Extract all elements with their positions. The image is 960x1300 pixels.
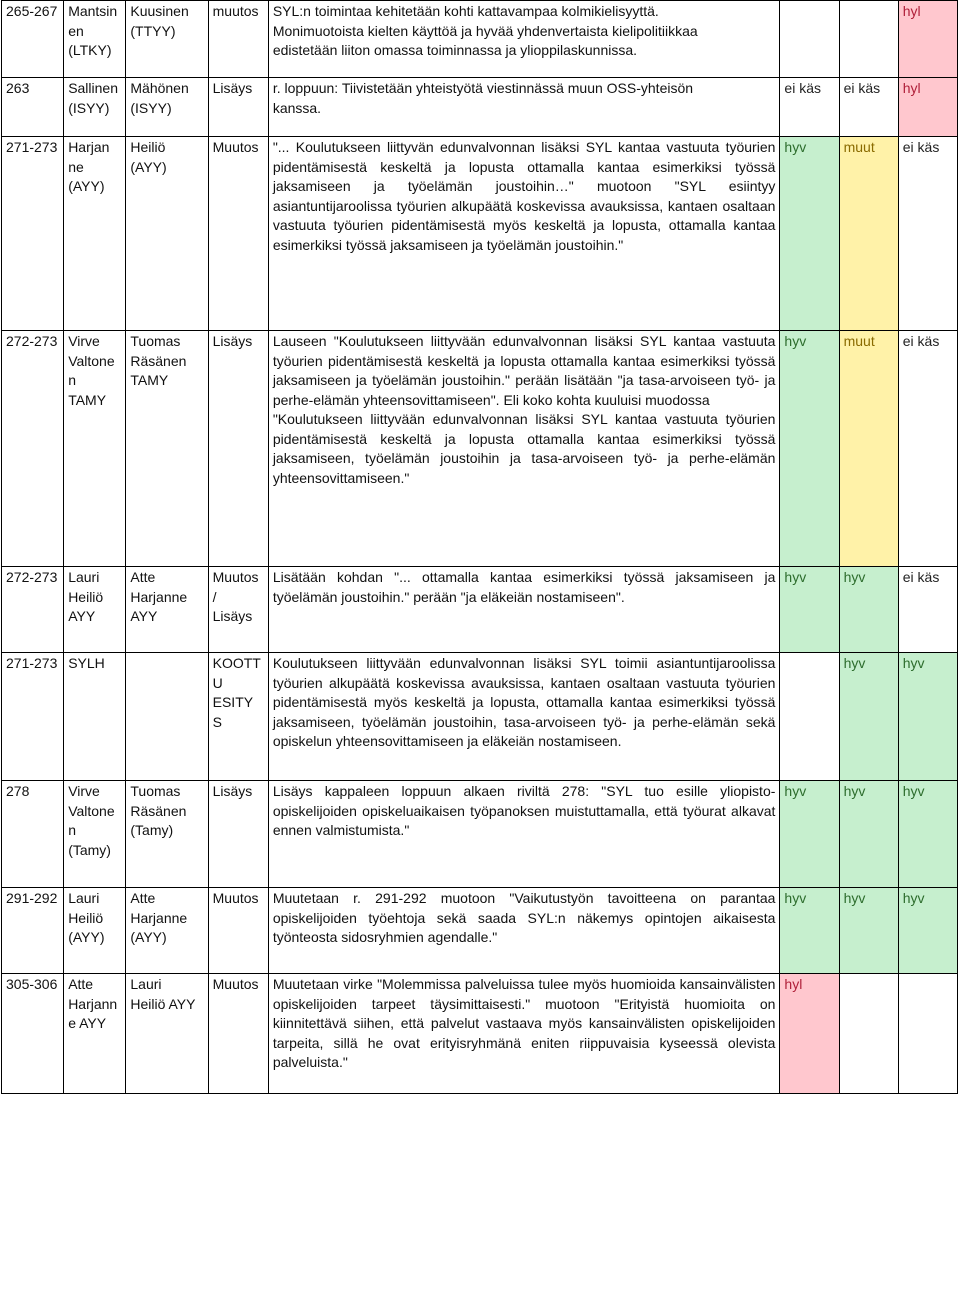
amendment-text-text: "... Koulutukseen liittyvän edunvalvonnan lisäksi SYL kantaa vastuuta työurien pidentämisestä keskeltä ja lopusta ottamalla kantaa esimerkiksi työssä jaksamiseen ja työelämän joustoihin…" muotoon "SYL esiintyy asiantuntijaroolissa työurien alkupäätä koskevissa avauksissa, kantaen osaltaan vastuuta työurien pidentämisestä myös keskeltä ja lopusta, ottamalla kantaa esimerkiksi työssä jaksamiseen ja työelämän joustoihin." [272, 139, 776, 253]
amendment-type-cell [208, 567, 268, 653]
vote-cell [780, 888, 839, 974]
vote-label: hyv [784, 783, 807, 799]
vote-cell [839, 653, 898, 781]
amendments-body [2, 1, 958, 1094]
vote-label: hyv [843, 569, 866, 585]
amendment-type-cell [208, 78, 268, 137]
table-row [2, 331, 958, 567]
vote-label [899, 974, 957, 975]
table-row [2, 1, 958, 78]
amendment-type-text: Muutos [212, 976, 259, 992]
vote-label [780, 1, 838, 2]
proposer-cell [64, 974, 126, 1094]
amendment-text-text: Lisäys kappaleen loppuun alkaen riviltä 278: "SYL tuo esille yliopisto-opiskelijoiden opiskeluaikaisen työpanoksen muistuttamalla, että työurat alkavat ennen valmistumista." [272, 783, 776, 838]
vote-label: ei käs [843, 80, 881, 96]
proposer-cell [64, 888, 126, 974]
amendment-type-cell [208, 653, 268, 781]
row-number-cell [2, 781, 64, 888]
vote-label: hyl [784, 976, 803, 992]
vote-cell [780, 781, 839, 888]
amendment-text-cell [268, 331, 780, 567]
amendment-text-cell [268, 1, 780, 78]
proposer-text: Sallinen (ISYY) [68, 80, 119, 116]
amendment-type-text: KOOTT U ESITY S [212, 655, 261, 730]
seconder-cell [126, 781, 208, 888]
seconder-text: Kuusinen (TTYY) [130, 3, 189, 39]
vote-cell [839, 1, 898, 78]
vote-label: hyv [843, 783, 866, 799]
vote-label: muut [843, 333, 875, 349]
row-number-cell [2, 653, 64, 781]
amendment-text-cell [268, 567, 780, 653]
proposer-text: Virve Valtone n TAMY [68, 333, 115, 408]
amendment-type-text: Lisäys [212, 333, 253, 349]
amendment-text-text: Muutetaan virke "Molemmissa palveluissa tulee myös huomioida kansainvälisten opiskelijoiden tarpeet täysimittaisesti." muotoon "Erityistä huomioita on kiinnitettävä siihen, että palvelut vastaava myös kansainvälisten opiskelijoiden tarpeita, sillä he ovat erityisryhmänä eniten riippuvaisia kyseessä olevista palveluista." [272, 976, 776, 1070]
proposer-text: Virve Valtone n (Tamy) [68, 783, 115, 858]
amendment-type-text: muutos [212, 3, 259, 19]
row-number-cell [2, 1, 64, 78]
vote-cell [898, 781, 957, 888]
amendment-text-text: Lisätään kohdan "... ottamalla kantaa esimerkiksi työssä jaksamiseen ja työelämän joustoihin." perään "ja eläkeiän nostamiseen". [272, 569, 776, 605]
row-number-cell [2, 567, 64, 653]
table-row [2, 653, 958, 781]
row-number-text: 271-273 [6, 139, 58, 155]
vote-label: hyv [784, 890, 807, 906]
amendment-type-cell [208, 331, 268, 567]
vote-label: hyv [784, 333, 807, 349]
seconder-cell [126, 653, 208, 781]
vote-label: hyv [843, 655, 866, 671]
amendment-type-text: Lisäys [212, 80, 253, 96]
row-number-cell [2, 974, 64, 1094]
row-number-cell [2, 888, 64, 974]
vote-cell [898, 331, 957, 567]
vote-label: ei käs [902, 333, 940, 349]
proposer-cell [64, 1, 126, 78]
proposer-text: Lauri Heiliö AYY [68, 569, 104, 624]
vote-cell [839, 78, 898, 137]
seconder-cell [126, 137, 208, 331]
row-number-text: 272-273 [6, 569, 58, 585]
row-number-text: 271-273 [6, 655, 58, 671]
vote-label: hyl [902, 3, 921, 19]
vote-cell [780, 1, 839, 78]
vote-label: hyl [902, 80, 921, 96]
vote-label: hyv [902, 655, 925, 671]
proposer-cell [64, 653, 126, 781]
proposer-cell [64, 137, 126, 331]
proposer-cell [64, 567, 126, 653]
seconder-text [126, 653, 207, 654]
amendment-type-text: Muutos / Lisäys [212, 569, 259, 624]
seconder-cell [126, 78, 208, 137]
seconder-text: Atte Harjanne AYY [130, 569, 188, 624]
vote-label: muut [843, 139, 875, 155]
vote-label: ei käs [902, 139, 940, 155]
amendment-text-cell [268, 137, 780, 331]
vote-label: ei käs [784, 80, 821, 96]
row-number-text: 305-306 [6, 976, 58, 992]
row-number-text: 265-267 [6, 3, 58, 19]
seconder-text: Atte Harjanne (AYY) [130, 890, 188, 945]
row-number-text: 263 [6, 80, 30, 96]
vote-cell [898, 78, 957, 137]
vote-cell [780, 78, 839, 137]
vote-label: hyv [902, 890, 925, 906]
seconder-cell [126, 331, 208, 567]
proposer-text: Harjan ne (AYY) [68, 139, 110, 194]
amendment-text-cell [268, 974, 780, 1094]
amendments-table [1, 0, 958, 1094]
amendment-text-text: Lauseen "Koulutukseen liittyvään edunvalvonnan lisäksi SYL kantaa vastuuta työurien pidentämisestä keskeltä ja lopusta ottamalla kantaa esimerkiksi työssä jaksamiseen ja työelämän joustoihin." perään lisätään "ja tasa-arvoiseen työ- ja perhe-elämän yhteensovittamiseen". Eli koko kohta kuuluisi muodossa "Koulutukseen liittyvään edunvalvonnan lisäksi SYL kantaa vastuuta työurien pidentämisestä keskeltä ja lopusta ottamalla kantaa esimerkiksi työssä jaksamiseen, työelämän joustoihin ja tasa-arvoiseen työ- ja perhe-elämän yhteensovittamiseen." [272, 333, 776, 486]
amendment-type-cell [208, 781, 268, 888]
vote-label: hyv [902, 783, 925, 799]
proposer-text: Mantsin en (LTKY) [68, 3, 118, 58]
row-number-cell [2, 137, 64, 331]
seconder-cell [126, 974, 208, 1094]
amendment-type-cell [208, 888, 268, 974]
vote-cell [898, 974, 957, 1094]
seconder-text: Mähönen (ISYY) [130, 80, 189, 116]
proposer-cell [64, 781, 126, 888]
row-number-cell [2, 78, 64, 137]
vote-cell [780, 137, 839, 331]
amendment-text-text: r. loppuun: Tiivistetään yhteistyötä viestinnässä muun OSS-yhteisön kanssa. [272, 80, 694, 116]
vote-label [780, 653, 838, 654]
seconder-cell [126, 888, 208, 974]
vote-cell [780, 567, 839, 653]
vote-label: hyv [784, 569, 807, 585]
vote-cell [839, 974, 898, 1094]
vote-cell [898, 888, 957, 974]
amendment-type-cell [208, 1, 268, 78]
seconder-text: Tuomas Räsänen (Tamy) [130, 783, 187, 838]
vote-label: hyv [843, 890, 866, 906]
vote-cell [839, 567, 898, 653]
amendment-text-cell [268, 888, 780, 974]
table-row [2, 137, 958, 331]
seconder-text: Heiliö (AYY) [130, 139, 167, 175]
amendment-type-cell [208, 137, 268, 331]
row-number-text: 291-292 [6, 890, 58, 906]
proposer-text: SYLH [68, 655, 105, 671]
vote-cell [898, 653, 957, 781]
table-row [2, 888, 958, 974]
vote-cell [839, 888, 898, 974]
vote-label: hyv [784, 139, 807, 155]
table-row [2, 974, 958, 1094]
amendment-type-text: Lisäys [212, 783, 253, 799]
vote-label [840, 974, 898, 975]
vote-cell [780, 653, 839, 781]
amendment-text-text: Muutetaan r. 291-292 muotoon "Vaikutustyön tavoitteena on parantaa opiskelijoiden työehtoja sekä saada SYL:n näkemys opintojen aikaisesta työnteosta sidosryhmien agendalle." [272, 890, 776, 945]
amendment-type-text: Muutos [212, 139, 259, 155]
table-row [2, 567, 958, 653]
row-number-text: 272-273 [6, 333, 58, 349]
amendment-text-cell [268, 781, 780, 888]
vote-label: ei käs [902, 569, 940, 585]
row-number-text: 278 [6, 783, 30, 799]
proposer-cell [64, 78, 126, 137]
vote-cell [898, 137, 957, 331]
proposer-cell [64, 331, 126, 567]
amendment-type-cell [208, 974, 268, 1094]
amendment-text-text: SYL:n toimintaa kehitetään kohti kattavampaa kolmikielisyyttä. Monimuotoista kielten käyttöä ja hyvää yhdenvertaista kielipolitiikkaa edistetään liiton omassa toiminnassa ja ylioppilaskunnissa. [272, 3, 698, 58]
amendment-type-text: Muutos [212, 890, 259, 906]
amendment-text-text: Koulutukseen liittyvään edunvalvonnan lisäksi SYL toimii asiantuntijaroolissa työurien alkupäätä koskevissa avauksissa, kantaen osaltaan vastuuta työurien pidentämisestä myös keskeltä ja lopusta, ottamalla kantaa esimerkiksi työssä jaksamiseen, työelämän joustoihin, tasa-arvoiseen työ- ja perhe-elämän sekä opiskelun yhteensovittamiseen ja eläkeiän nostamiseen. [272, 655, 776, 749]
vote-cell [839, 137, 898, 331]
vote-cell [898, 567, 957, 653]
seconder-text: Lauri Heiliö AYY [130, 976, 196, 1012]
vote-cell [780, 331, 839, 567]
proposer-text: Lauri Heiliö (AYY) [68, 890, 105, 945]
vote-label [840, 1, 898, 2]
proposer-text: Atte Harjann e AYY [68, 976, 118, 1031]
amendment-text-cell [268, 78, 780, 137]
vote-cell [839, 331, 898, 567]
vote-cell [898, 1, 957, 78]
table-row [2, 781, 958, 888]
vote-cell [780, 974, 839, 1094]
seconder-cell [126, 567, 208, 653]
row-number-cell [2, 331, 64, 567]
amendment-text-cell [268, 653, 780, 781]
table-row [2, 78, 958, 137]
seconder-text: Tuomas Räsänen TAMY [130, 333, 187, 388]
seconder-cell [126, 1, 208, 78]
vote-cell [839, 781, 898, 888]
